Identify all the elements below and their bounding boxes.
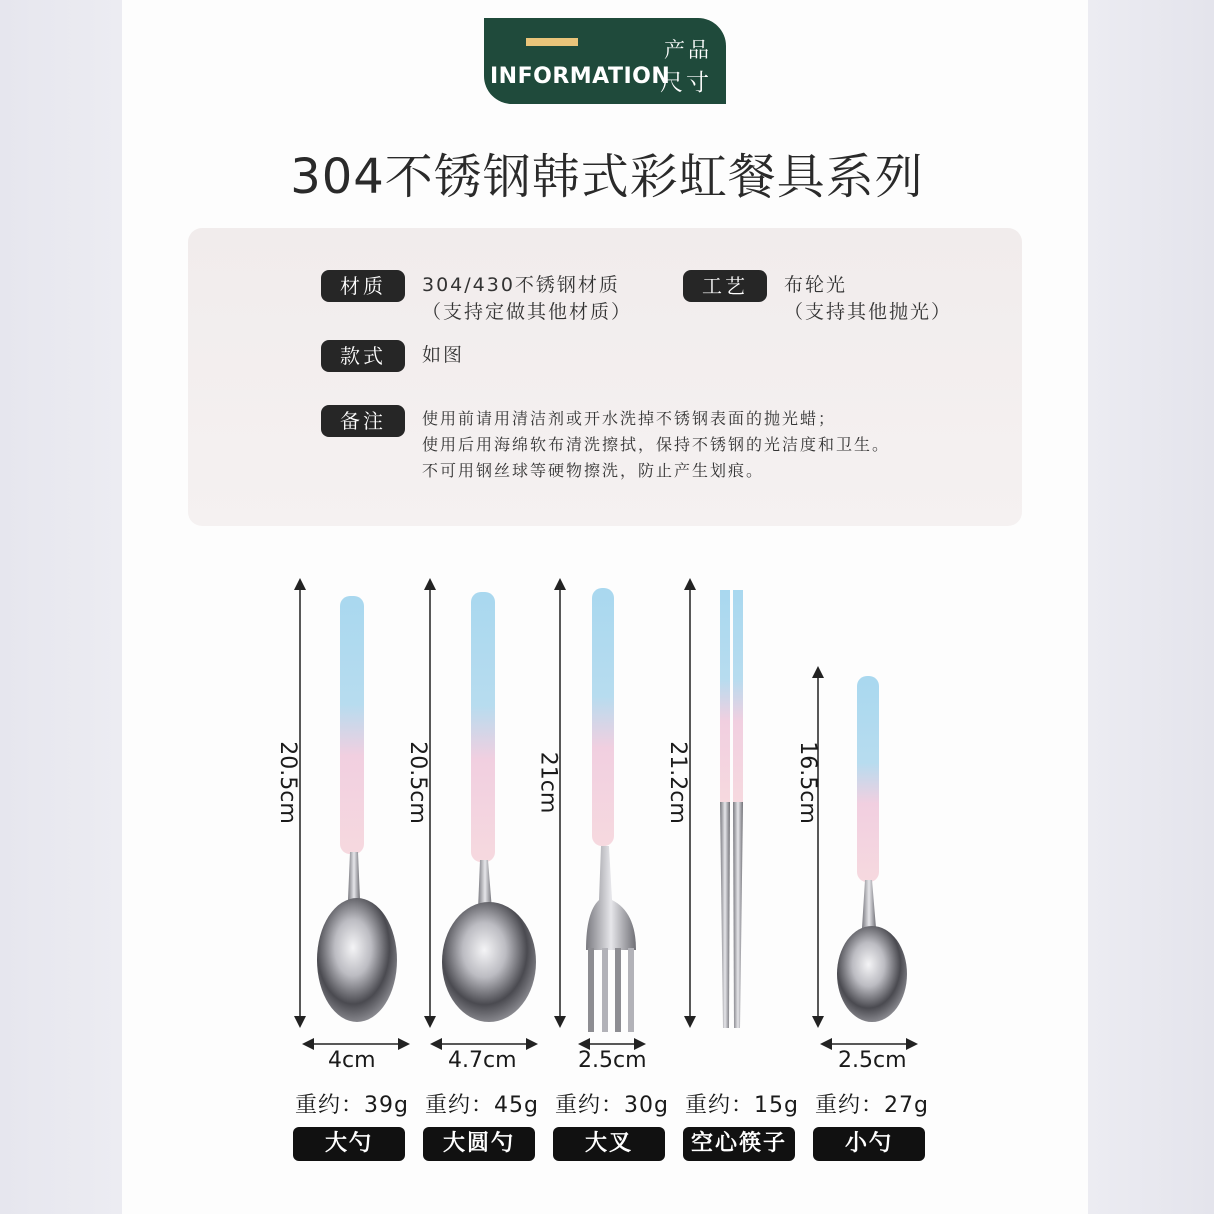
round-spoon-drawing [430,584,536,1044]
material-note: （支持定做其他材质） [422,301,633,323]
material-label: 材质 [321,270,405,302]
fork-tine [628,948,634,1032]
chopstick-handle [720,590,730,802]
fork-drawing [560,584,640,1044]
chopsticks-drawing [690,584,743,1028]
badge-english: INFORMATION [490,64,671,89]
length-label: 21.2cm [664,741,690,824]
weight-label: 重约：15g [685,1093,799,1118]
note-line: 使用前请用清洁剂或开水洗掉不锈钢表面的抛光蜡； [422,409,837,428]
product-name-tag: 大叉 [553,1127,665,1161]
spoon-bowl [317,898,397,1022]
badge-line2: 尺寸 [660,70,712,96]
spoon-bowl [837,926,907,1022]
product-name-tag: 大圆勺 [423,1127,535,1161]
product-name-tag: 大勺 [293,1127,405,1161]
spoon-neck [862,880,876,928]
width-label: 4.7cm [448,1048,517,1073]
spoon-neck [348,852,360,900]
craft-value: 布轮光 [784,274,848,296]
badge-line1: 产品 [664,38,712,62]
chopstick-tip [720,802,730,1028]
page-title: 304不锈钢韩式彩虹餐具系列 [290,149,924,205]
fork-tine [615,948,621,1032]
chopstick-tip [733,802,743,1028]
style-label: 款式 [321,340,405,372]
note-line: 使用后用海绵软布清洗擦拭，保持不锈钢的光洁度和卫生。 [422,435,891,454]
spoon-handle [471,592,495,862]
fork-tine [602,948,608,1032]
fork-tine [588,948,594,1032]
spoon-bowl [442,902,536,1022]
width-label: 4cm [328,1048,376,1073]
product-name-tag: 小勺 [813,1127,925,1161]
craft-label: 工艺 [683,270,767,302]
craft-note: （支持其他抛光） [784,301,953,323]
width-label: 2.5cm [838,1048,907,1073]
large-spoon-drawing [300,584,404,1044]
chopstick-handle [733,590,743,802]
weight-label: 重约：39g [295,1093,409,1118]
length-label: 21cm [535,751,561,814]
product-name-tag: 空心筷子 [683,1127,795,1161]
width-label: 2.5cm [578,1048,647,1073]
weight-label: 重约：45g [425,1093,539,1118]
fork-handle [592,588,614,846]
weight-label: 重约：27g [815,1093,929,1118]
style-value: 如图 [422,344,465,366]
material-value: 304/430不锈钢材质 [422,274,620,296]
spoon-handle [857,676,879,882]
length-label: 20.5cm [404,741,430,824]
weight-label: 重约：30g [555,1093,669,1118]
note-line: 不可用钢丝球等硬物擦洗，防止产生划痕。 [422,461,765,480]
fork-neck [586,846,636,950]
length-label: 20.5cm [274,741,300,824]
small-spoon-drawing [818,672,912,1044]
note-label: 备注 [321,405,405,437]
length-label: 16.5cm [794,741,820,824]
spoon-handle [340,596,364,854]
